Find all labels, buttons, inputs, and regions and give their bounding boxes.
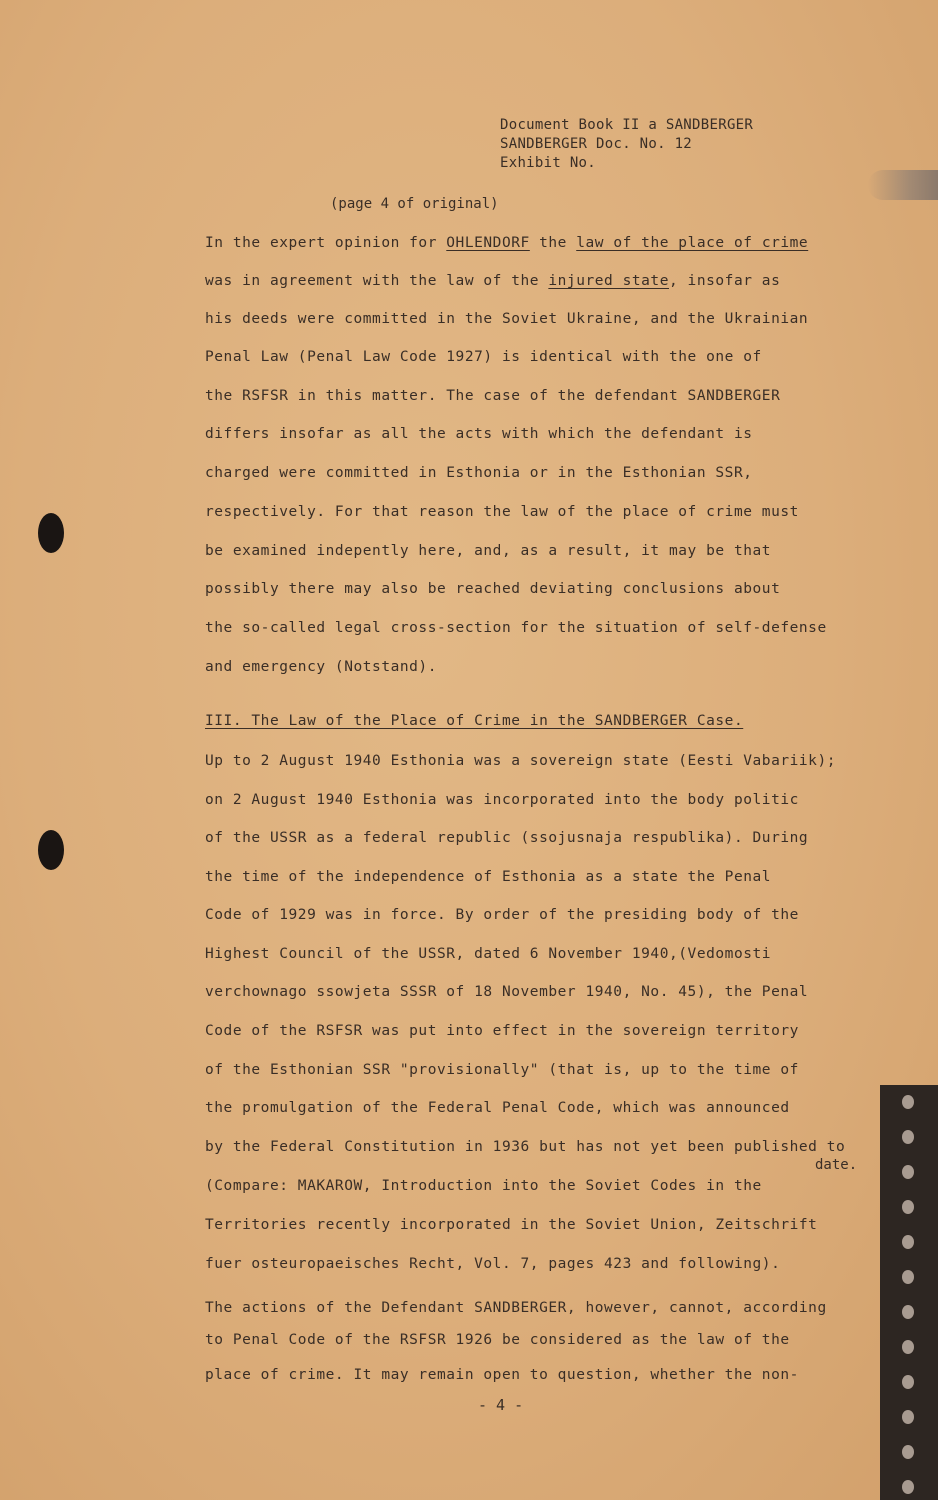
section-heading: III. The Law of the Place of Crime in the SANDBERGER Case. [205,713,744,729]
body-line: fuer osteuropaeisches Recht, Vol. 7, pages 423 and following). [205,1256,781,1272]
body-line: possibly there may also be reached deviating conclusions about [205,581,781,597]
body-line: by the Federal Constitution in 1936 but has not yet been published to [205,1139,846,1155]
paper-stain [868,170,938,200]
body-line: Penal Law (Penal Law Code 1927) is identical with the one of [205,349,762,365]
body-line: of the USSR as a federal republic (ssojusnaja respublika). During [205,830,809,846]
body-line: of the Esthonian SSR "provisionally" (that is, up to the time of [205,1062,799,1078]
body-line: to Penal Code of the RSFSR 1926 be considered as the law of the [205,1332,790,1348]
body-line: respectively. For that reason the law of the place of crime must [205,504,799,520]
binder-strip [880,1085,938,1500]
body-line: Territories recently incorporated in the Soviet Union, Zeitschrift [205,1217,818,1233]
body-line: Code of 1929 was in force. By order of the presiding body of the [205,907,799,923]
body-line: differs insofar as all the acts with which the defendant is [205,426,753,442]
body-line: the promulgation of the Federal Penal Code, which was announced [205,1100,790,1116]
body-line: In the expert opinion for OHLENDORF the law of the place of crime [205,235,809,251]
page-note: (page 4 of original) [330,196,499,212]
body-line: Code of the RSFSR was put into effect in the sovereign territory [205,1023,799,1039]
document-book-line: Document Book II a SANDBERGER [500,117,754,133]
exhibit-line: Exhibit No. [500,155,597,171]
body-line: Up to 2 August 1940 Esthonia was a sovereign state (Eesti Vabariik); [205,753,837,769]
page-number: - 4 - [478,1396,524,1414]
document-header [500,116,753,173]
body-line: Highest Council of the USSR, dated 6 November 1940,(Vedomosti [205,946,772,962]
body-line: verchownago ssowjeta SSSR of 18 November 1940, No. 45), the Penal [205,984,809,1000]
body-line: and emergency (Notstand). [205,659,437,675]
body-line: was in agreement with the law of the injured state, insofar as [205,273,781,289]
body-line: charged were committed in Esthonia or in the Esthonian SSR, [205,465,753,481]
punch-hole-top [38,513,64,553]
body-line: the so-called legal cross-section for the situation of self-defense [205,620,827,636]
body-line: place of crime. It may remain open to question, whether the non- [205,1367,799,1383]
body-line: The actions of the Defendant SANDBERGER, however, cannot, according [205,1300,827,1316]
body-line: (Compare: MAKAROW, Introduction into the Soviet Codes in the [205,1178,762,1194]
body-line: the time of the independence of Esthonia as a state the Penal [205,869,772,885]
body-line: on 2 August 1940 Esthonia was incorporated into the body politic [205,792,799,808]
body-line: the RSFSR in this matter. The case of the defendant SANDBERGER [205,388,781,404]
body-line: be examined indepently here, and, as a result, it may be that [205,543,772,559]
margin-continuation: date. [815,1157,858,1173]
punch-hole-bottom [38,830,64,870]
doc-number-line: SANDBERGER Doc. No. 12 [500,136,693,152]
body-line: his deeds were committed in the Soviet Ukraine, and the Ukrainian [205,311,809,327]
